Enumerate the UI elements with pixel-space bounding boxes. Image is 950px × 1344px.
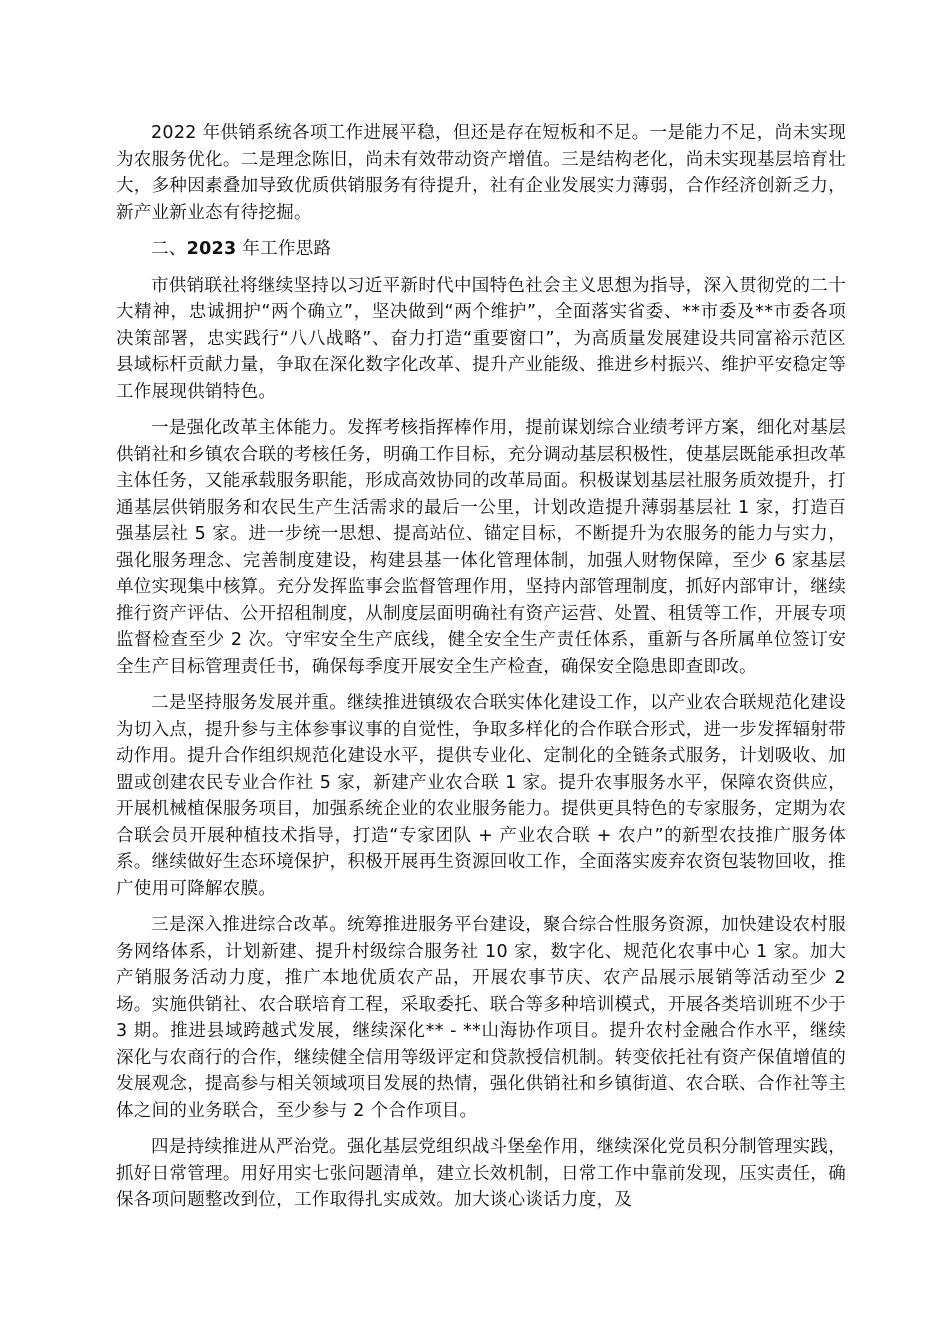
- paragraph-guiding-thought: 市供销联社将继续坚持以习近平新时代中国特色社会主义思想为指导，深入贯彻党的二十大精神，忠诚拥护“两个确立”，坚决做到“两个维护”，全面落实省委、**市委及**市委各项决策部署，忠实践行“八八战略”、奋力打造“重要窗口”，为高质量发展建设共同富裕示范区县域标杆贡献力量，争取在深化数字化改革、提升产业能级、推进乡村振兴、维护平安稳定等工作展现供销特色。: [116, 275, 846, 402]
- section-heading-title: 年工作思路: [236, 239, 332, 259]
- paragraph-party-governance: 四是持续推进从严治党。强化基层党组织战斗堡垒作用，继续深化党员积分制管理实践，抓好日常管理。用好用实七张问题清单，建立长效机制，日常工作中靠前发现，压实责任，确保各项问题整改到位，工作取得扎实成效。加大谈心谈话力度，及: [116, 1137, 846, 1210]
- paragraph-summary-2022: 2022 年供销系统各项工作进展平稳，但还是存在短板和不足。一是能力不足，尚未实现为农服务优化。二是理念陈旧，尚未有效带动资产增值。三是结构老化，尚未实现基层培育壮大，多种因素叠加导致优质供销服务有待提升，社有企业发展实力薄弱，合作经济创新乏力，新产业新业态有待挖掘。: [116, 123, 846, 223]
- section-heading-prefix: 二、: [151, 239, 187, 259]
- section-heading-year: 2023: [186, 239, 237, 259]
- section-heading: [116, 236, 846, 263]
- paragraph-service-development: 二是坚持服务发展并重。继续推进镇级农合联实体化建设工作，以产业农合联规范化建设为切入点，提升参与主体参事议事的自觉性，争取多样化的合作联合形式，进一步发挥辐射带动作用。提升合作组织规范化建设水平，提供专业化、定制化的全链条式服务，计划吸收、加盟或创建农民专业合作社 5 家，新建产业农合联 1 家。提升农事服务水平，保障农资供应，开展机械植保服务项目，加强系统企业的农业服务能力。提供更具特色的专家服务，定期为农合联会员开展种植技术指导，打造“专家团队 + 产业农合联 + 农户”的新型农技推广服务体系。继续做好生态环境保护，积极开展再生资源回收工作，全面落实废弃农资包装物回收，推广使用可降解农膜。: [116, 693, 846, 899]
- document-body: [116, 120, 846, 1224]
- paragraph-reform-capacity: 一是强化改革主体能力。发挥考核指挥棒作用，提前谋划综合业绩考评方案，细化对基层供销社和乡镇农合联的考核任务，明确工作目标，充分调动基层积极性，使基层既能承担改革主体任务，又能承载服务职能，形成高效协同的改革局面。积极谋划基层社服务质效提升，打通基层供销服务和农民生产生活需求的最后一公里，计划改造提升薄弱基层社 1 家，打造百强基层社 5 家。进一步统一思想、提高站位、锚定目标，不断提升为农服务的能力与实力，强化服务理念、完善制度建设，构建县基一体化管理体制，加强人财物保障，至少 6 家基层单位实现集中核算。充分发挥监事会监督管理作用，坚持内部管理制度，抓好内部审计，继续推行资产评估、公开招租制度，从制度层面明确社有资产运营、处置、租赁等工作，开展专项监督检查至少 2 次。守牢安全生产底线，健全安全生产责任体系，重新与各所属单位签订安全生产目标管理责任书，确保每季度开展安全生产检查，确保安全隐患即查即改。: [116, 418, 846, 677]
- paragraph-comprehensive-reform: 三是深入推进综合改革。统筹推进服务平台建设，聚合综合性服务资源，加快建设农村服务网络体系，计划新建、提升村级综合服务社 10 家，数字化、规范化农事中心 1 家。加大产销服务活动力度，推广本地优质农产品，开展农事节庆、农产品展示展销等活动至少 2 场。实施供销社、农合联培育工程，采取委托、联合等多种培训模式，开展各类培训班不少于 3 期。推进县域跨越式发展，继续深化** - **山海协作项目。提升农村金融合作水平，继续深化与农商行的合作，继续健全信用等级评定和贷款授信机制。转变依托社有资产保值增值的发展观念，提高参与相关领域项目发展的热情，强化供销社和乡镇街道、农合联、合作社等主体之间的业务联合，至少参与 2 个合作项目。: [116, 915, 846, 1121]
